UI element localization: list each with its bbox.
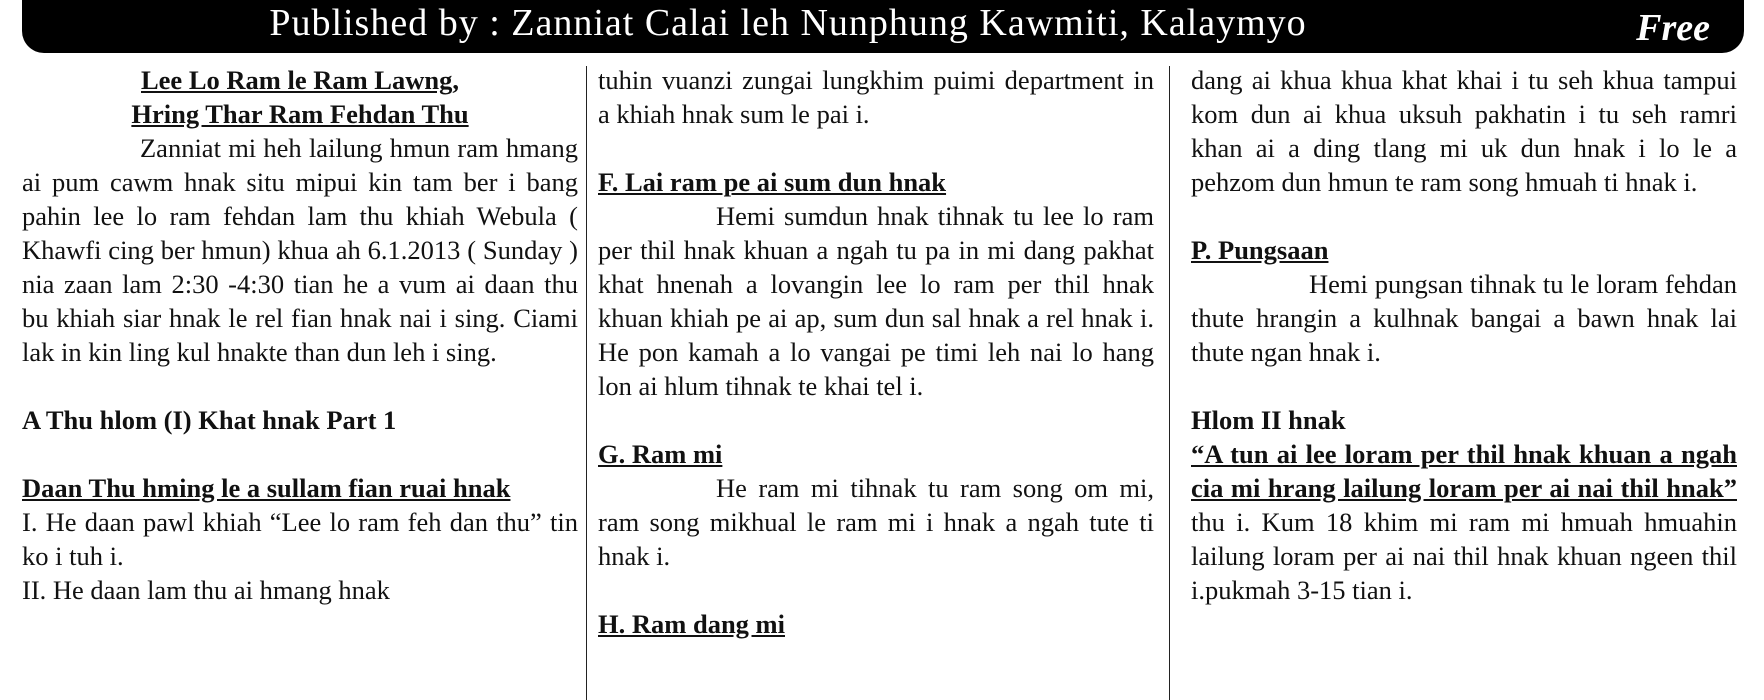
paragraph-f: Hemi sumdun hnak tihnak tu lee lo ram per thil hnak khuan a ngah tu pa in mi dang pakhat khat hnenah a lovangin lee lo ram per thil hnak khuan khiah pe ai ap, sum dun sal hnak a rel hnak i. He pon kamah a lo vangai pe timi leh nai lo hang lon ai hlum tihnak te khai tel i. [598,201,1154,401]
article-heading-line2: Hring Thar Ram Fehdan Thu [131,99,469,129]
section-heading-g: G. Ram mi [598,439,723,469]
section-heading-f: F. Lai ram pe ai sum dun hnak [598,167,947,197]
column-divider [586,66,587,700]
intro-paragraph: Zanniat mi heh lailung hmun ram hmang ai pum cawm hnak situ mipui kin tam ber i bang pahin lee lo ram fehdan lam thu khiah Webula ( Khawfi cing ber hmun) khua ah 6.1.2013 ( Sunday ) nia zaan lam 2:30 -4:30 tian he a vum ai daan thu bu khiah siar hnak le rel fian hnak nai i sing. Ciami lak in kin ling kul hnakte than dun leh i sing. [22,133,578,367]
continued-paragraph: tuhin vuanzi zungai lungkhim puimi department in a khiah hnak sum le pai i. [598,65,1154,129]
section-heading-part2: Hlom II hnak [1191,405,1346,435]
article-heading-line1: Lee Lo Ram le Ram Lawng, [141,65,459,95]
quoted-title: “A tun ai lee loram per thil hnak khuan a ngah cia mi hrang lailung loram per ai nai thil hnak” [1191,439,1737,503]
article-column-2 [598,63,1154,700]
continued-paragraph: dang ai khua khua khat khai i tu seh khua tampui kom dun ai khua uksuh pakhatin i tu seh ramri khan ai a ding tlang mi uk dun hnak i lo le a pehzom dun hmun te ram song hmuah ti hnak i. [1191,65,1737,197]
section-heading-p: P. Pungsaan [1191,235,1329,265]
publisher-title: Published by : Zanniat Calai leh Nunphung Kawmiti, Kalaymyo [269,2,1307,44]
article-column-1 [22,63,578,700]
subheading-definitions: Daan Thu hming le a sullam fian ruai hnak [22,473,511,503]
list-item: I. He daan pawl khiah “Lee lo ram feh dan thu” tin ko i tuh i. [22,507,578,571]
article-column-3 [1191,63,1737,700]
paragraph-p: Hemi pungsan tihnak tu le loram fehdan thute hrangin a kulhnak bangai a bawn hnak lai thute ngan hnak i. [1191,269,1737,367]
section-heading-h: H. Ram dang mi [598,609,785,639]
section-heading-part1: A Thu hlom (I) Khat hnak Part 1 [22,405,397,435]
publisher-banner [22,0,1744,53]
list-item: II. He daan lam thu ai hmang hnak [22,575,390,605]
column-divider [1169,66,1170,700]
free-badge: Free [1636,7,1710,49]
paragraph-g: He ram mi tihnak tu ram song om mi, ram song mikhual le ram mi i hnak a ngah tute ti hnak i. [598,473,1154,571]
quote-paragraph [1191,437,1737,607]
quote-tail: thu i. Kum 18 khim mi ram mi hmuah hmuahin lailung loram per ai nai thil hnak khuan ngeen thil i.pukmah 3-15 tian i. [1191,507,1737,605]
